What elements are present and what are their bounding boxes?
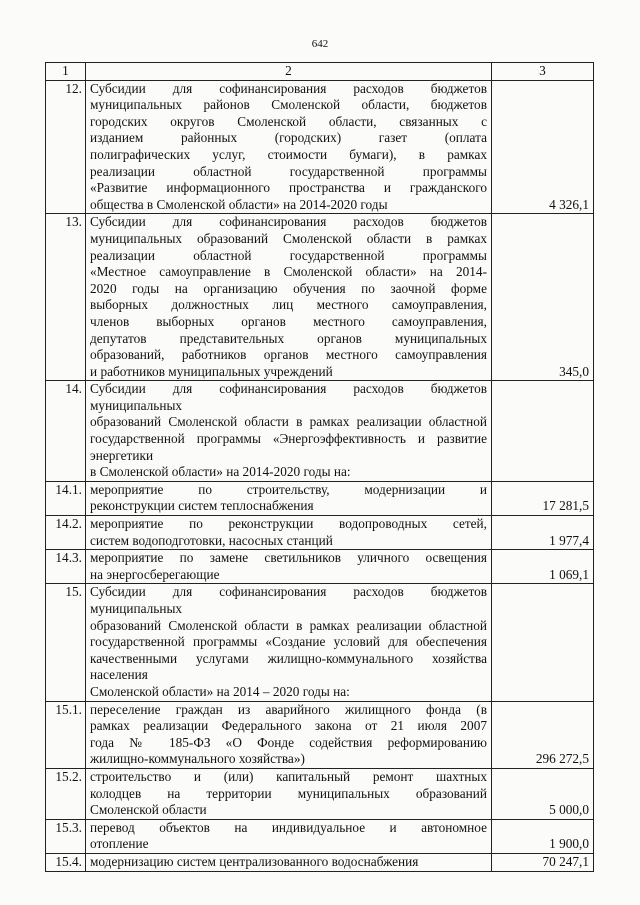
row-amount: 1 977,4 xyxy=(492,516,594,550)
description-line: «Местное самоуправление в Смоленской области» на 2014- xyxy=(90,264,487,280)
table-row xyxy=(46,516,594,550)
description-line: общества в Смоленской области» на 2014-2020 годы xyxy=(90,196,388,212)
row-description xyxy=(86,381,492,482)
description-line: городских округов Смоленской области, связанных с xyxy=(90,113,487,129)
description-line: государственной программы «Энергоэффективность и развитие энергетики xyxy=(90,431,487,463)
description-line: образований Смоленской области в рамках реализации областной xyxy=(90,617,487,633)
row-description xyxy=(86,481,492,515)
description-line: мероприятие по замене светильников уличного освещения xyxy=(90,550,487,566)
row-number: 12. xyxy=(46,80,86,214)
description-line: реализации областной государственной программы xyxy=(90,163,487,179)
row-amount: 5 000,0 xyxy=(492,768,594,819)
row-amount: 345,0 xyxy=(492,214,594,381)
description-line: образований Смоленской области в рамках реализации областной xyxy=(90,414,487,430)
description-line: реконструкции систем теплоснабжения xyxy=(90,498,314,514)
description-line: членов выборных органов местного самоуправления, xyxy=(90,313,487,329)
description-line: выборных должностных лиц местного самоуправления, xyxy=(90,297,487,313)
table-row xyxy=(46,381,594,482)
row-amount xyxy=(492,381,594,482)
row-number: 15.1. xyxy=(46,701,86,768)
row-description xyxy=(86,584,492,701)
description-line: реализации областной государственной программы xyxy=(90,247,487,263)
description-line: года № 185-ФЗ «О Фонде содействия реформированию xyxy=(90,734,487,750)
table-row xyxy=(46,550,594,584)
description-line: Субсидии для софинансирования расходов бюджетов xyxy=(90,80,487,96)
row-number: 15.3. xyxy=(46,819,86,853)
row-amount: 70 247,1 xyxy=(492,853,594,871)
description-line: полиграфических услуг, стоимости бумаги), в рамках xyxy=(90,146,487,162)
table-header-row xyxy=(46,63,594,81)
table-row xyxy=(46,701,594,768)
table-row xyxy=(46,768,594,819)
row-description xyxy=(86,550,492,584)
description-line: жилищно-коммунального хозяйства») xyxy=(90,751,305,767)
row-number: 15.2. xyxy=(46,768,86,819)
description-line: Смоленской области» на 2014 – 2020 годы на: xyxy=(90,683,350,699)
table-row xyxy=(46,481,594,515)
row-amount: 17 281,5 xyxy=(492,481,594,515)
subsidy-table-container xyxy=(45,62,593,872)
description-line: Субсидии для софинансирования расходов бюджетов xyxy=(90,214,487,230)
table-row xyxy=(46,819,594,853)
row-number: 14. xyxy=(46,381,86,482)
row-amount: 296 272,5 xyxy=(492,701,594,768)
row-description xyxy=(86,819,492,853)
description-line: муниципальных образований Смоленской области в рамках xyxy=(90,230,487,246)
row-number: 15. xyxy=(46,584,86,701)
row-number: 14.1. xyxy=(46,481,86,515)
row-description xyxy=(86,516,492,550)
row-description xyxy=(86,853,492,871)
row-description xyxy=(86,214,492,381)
description-line: качественными услугами жилищно-коммунального хозяйства населения xyxy=(90,650,487,683)
row-amount: 1 069,1 xyxy=(492,550,594,584)
page-number: 642 xyxy=(311,38,329,50)
description-line: в Смоленской области» на 2014-2020 годы на: xyxy=(90,464,351,480)
description-line: государственной программы «Создание условий для обеспечения xyxy=(90,634,487,650)
header-cell-number: 1 xyxy=(46,63,86,81)
description-line: колодцев на территории муниципальных образований xyxy=(90,785,487,801)
description-line: перевод объектов на индивидуальное и автономное xyxy=(90,819,487,835)
description-line: мероприятие по реконструкции водопроводных сетей, xyxy=(90,516,487,532)
description-line: Смоленской области xyxy=(90,802,207,818)
row-description xyxy=(86,701,492,768)
row-number: 14.2. xyxy=(46,516,86,550)
description-line: «Развитие информационного пространства и гражданского xyxy=(90,180,487,196)
description-line: Субсидии для софинансирования расходов бюджетов муниципальных xyxy=(90,381,487,413)
description-line: рамках реализации Федерального закона от 21 июля 2007 xyxy=(90,718,487,734)
row-amount: 1 900,0 xyxy=(492,819,594,853)
description-line: на энергосберегающие xyxy=(90,566,220,582)
description-line: 2020 годы на организацию обучения по заочной форме xyxy=(90,280,487,296)
description-line: депутатов представительных органов муниципальных xyxy=(90,330,487,346)
subsidy-table xyxy=(45,62,594,872)
description-line: отопление xyxy=(90,836,149,852)
description-line: и работников муниципальных учреждений xyxy=(90,363,333,379)
header-cell-amount: 3 xyxy=(492,63,594,81)
row-description xyxy=(86,768,492,819)
table-row xyxy=(46,853,594,871)
description-line: изданием районных (городских) газет (оплата xyxy=(90,130,487,146)
row-number: 13. xyxy=(46,214,86,381)
description-line: систем водоподготовки, насосных станций xyxy=(90,532,333,548)
description-line: модернизацию систем централизованного водоснабжения xyxy=(90,853,419,869)
row-amount: 4 326,1 xyxy=(492,80,594,214)
row-number: 14.3. xyxy=(46,550,86,584)
table-row xyxy=(46,584,594,701)
description-line: мероприятие по строительству, модернизации и xyxy=(90,481,487,497)
description-line: строительство и (или) капитальный ремонт шахтных xyxy=(90,768,487,784)
header-cell-description: 2 xyxy=(86,63,492,81)
table-row xyxy=(46,80,594,214)
description-line: переселение граждан из аварийного жилищного фонда (в xyxy=(90,701,487,717)
description-line: образований, работников органов местного самоуправления xyxy=(90,347,487,363)
description-line: муниципальных районов Смоленской области, бюджетов xyxy=(90,97,487,113)
row-description xyxy=(86,80,492,214)
description-line: Субсидии для софинансирования расходов бюджетов муниципальных xyxy=(90,584,487,616)
table-row xyxy=(46,214,594,381)
row-amount xyxy=(492,584,594,701)
row-number: 15.4. xyxy=(46,853,86,871)
